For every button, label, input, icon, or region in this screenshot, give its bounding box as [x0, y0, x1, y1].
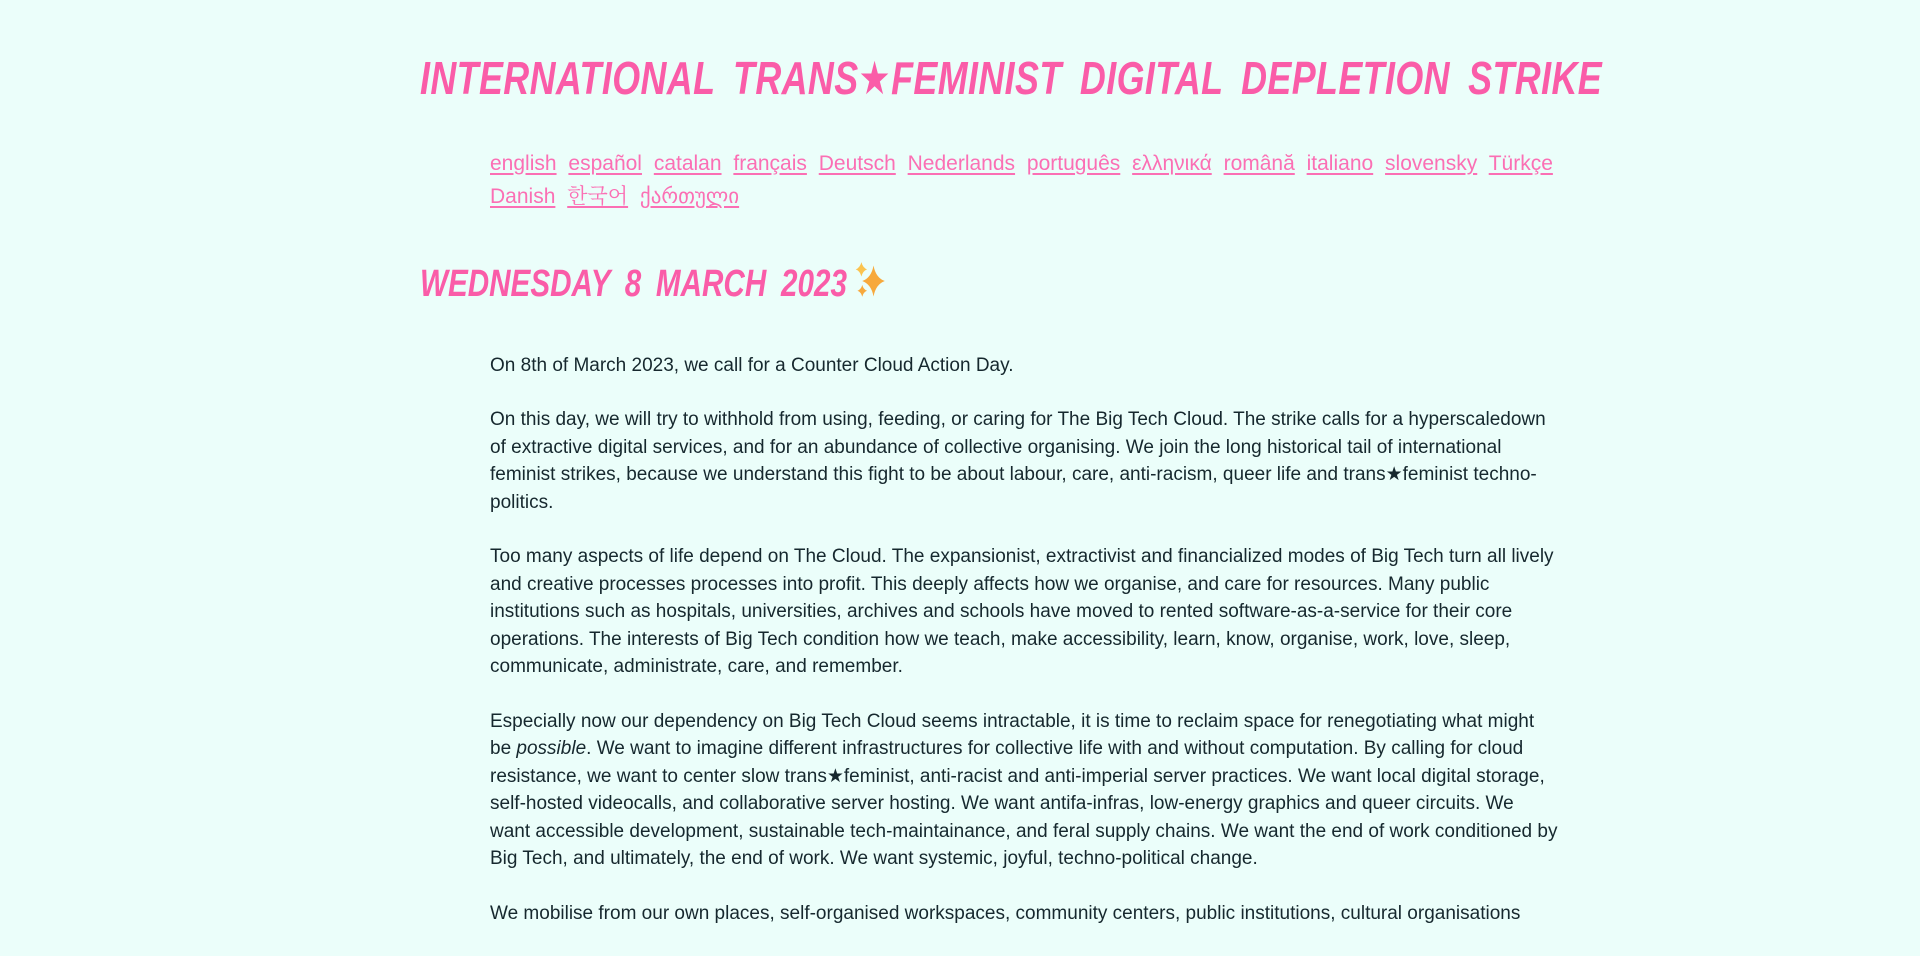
date-heading-inner [420, 261, 886, 312]
language-link-turkce[interactable]: Türkçe [1488, 151, 1553, 175]
language-link-catalan[interactable]: catalan [653, 151, 722, 175]
language-link-francais[interactable]: français [733, 151, 807, 175]
demands-text-end: . We want to imagine different infrastructures for collective life with and without computation. By calling for cloud resistance, we want to center slow trans★feminist, anti-racist and anti-imperial server practices. We want local digital storage, self-hosted videocalls, and collaborative server hosting. We want antifa-infras, low-energy graphics and queer circuits. We want accessible development, sustainable tech-maintainance, and feral supply chains. We want the end of work conditioned by Big Tech, and ultimately, the end of work. We want systemic, joyful, techno-political change. [490, 738, 1558, 870]
demands-text-italic: possible [516, 738, 587, 760]
language-link-greek[interactable]: ελληνικά [1132, 151, 1212, 175]
paragraph-intro: On 8th of March 2023, we call for a Counter Cloud Action Day. [490, 354, 1014, 376]
date-heading [420, 261, 1500, 312]
language-link-korean[interactable]: 한국어 [567, 185, 629, 209]
page-title-text: INTERNATIONAL TRANS★FEMINIST DIGITAL DEPLETION STRIKE [420, 52, 1603, 104]
language-link-romana[interactable]: română [1223, 151, 1295, 175]
language-link-deutsch[interactable]: Deutsch [818, 151, 896, 175]
language-link-italiano[interactable]: italiano [1306, 151, 1374, 175]
paragraph-cloud-dependency: Too many aspects of life depend on The Cloud. The expansionist, extractivist and financialized modes of Big Tech turn all lively and creative processes processes into profit. This deeply affects how we organise, and care for resources. Many public institutions such as hospitals, universities, archives and schools have moved to rented software-as-a-service for their core operations. The interests of Big Tech condition how we teach, make accessibility, learn, know, organise, work, love, sleep, communicate, administrate, care, and remember. [490, 546, 1554, 678]
paragraph-strike-call: On this day, we will try to withhold from using, feeding, or caring for The Big Tech Cloud. The strike calls for a hyperscaledown of extractive digital services, and for an abundance of collective organising. We join the long historical tail of international feminist strikes, because we understand this fight to be about labour, care, anti-racism, queer life and trans★feminist techno-politics. [490, 409, 1546, 513]
language-link-english[interactable]: english [490, 151, 557, 175]
demands-text-start: Especially now our dependency on Big Tech Cloud seems intractable, it is time to reclaim space for renegotiating what might be [490, 710, 1535, 760]
sparkles-icon [855, 261, 886, 312]
language-nav [490, 147, 1570, 213]
language-link-danish[interactable]: Danish [490, 185, 556, 209]
language-link-espanol[interactable]: español [568, 151, 642, 175]
paragraph-demands [490, 708, 1558, 873]
paragraph-mobilise-clipped: We mobilise from our own places, self-organised workspaces, community centers, public institutions, cultural organisations [490, 902, 1521, 924]
date-heading-text: WEDNESDAY 8 MARCH 2023 [420, 263, 847, 306]
language-link-georgian[interactable]: ქართული [639, 185, 740, 209]
language-link-nederlands[interactable]: Nederlands [907, 151, 1016, 175]
language-link-slovensky[interactable]: slovensky [1385, 151, 1478, 175]
article-body [490, 352, 1558, 928]
page-title [420, 52, 1603, 105]
language-link-portugues[interactable]: português [1026, 151, 1121, 175]
